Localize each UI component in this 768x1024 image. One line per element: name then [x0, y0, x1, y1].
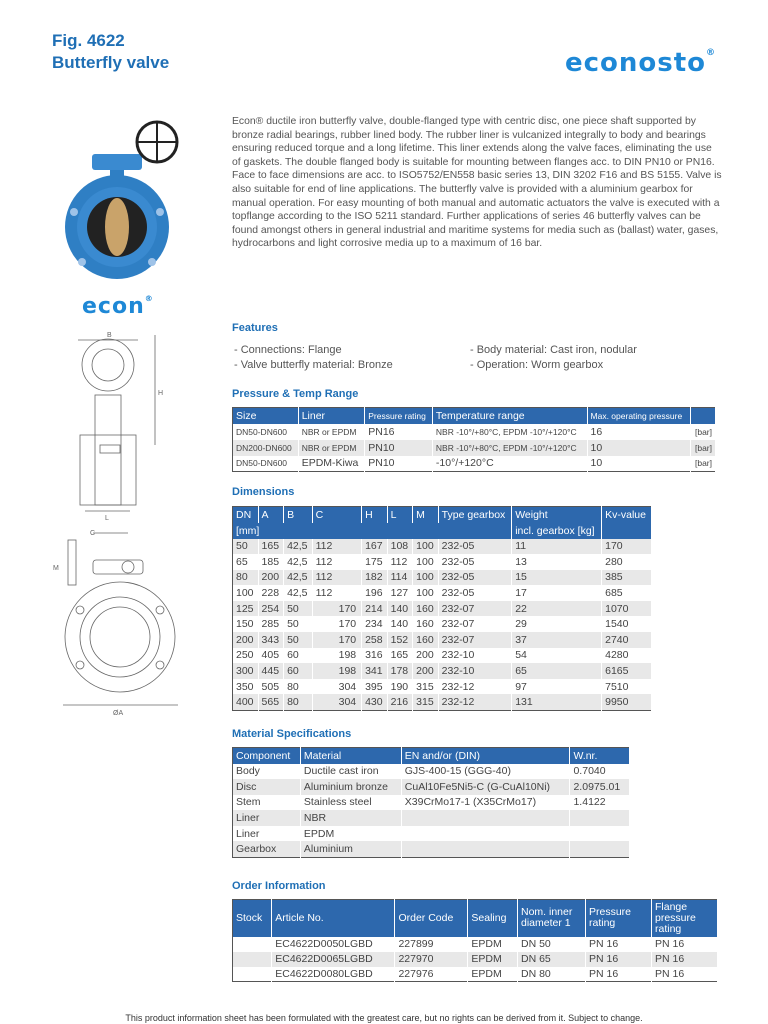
table-cell: 80: [284, 694, 313, 710]
table-cell: -10°/+120°C: [432, 456, 587, 472]
table-cell: 430: [362, 694, 388, 710]
column-header: C: [312, 507, 361, 523]
table-cell: 170: [312, 632, 361, 648]
table-cell: 16: [587, 424, 690, 440]
table-row: [233, 440, 716, 456]
table-cell: 2740: [602, 632, 652, 648]
table-row: [233, 937, 718, 952]
table-row: [233, 841, 630, 857]
table-cell: 160: [413, 616, 439, 632]
dim-label-c: C: [90, 530, 96, 537]
table-cell: 232-05: [438, 554, 512, 570]
table-cell: Disc: [233, 779, 301, 795]
table-cell: [bar]: [690, 424, 715, 440]
column-header: Sealing: [468, 900, 518, 937]
table-cell: 65: [512, 663, 602, 679]
dim-label-a: ØA: [113, 710, 124, 717]
table-cell: Stem: [233, 795, 301, 811]
table-row: [233, 826, 630, 842]
column-header: Weight: [512, 507, 602, 523]
table-row: [233, 616, 652, 632]
table-cell: 198: [312, 648, 361, 664]
table-cell: [570, 810, 630, 826]
table-cell: PN 16: [652, 952, 718, 967]
table-cell: 100: [413, 539, 439, 555]
column-subheader: incl. gearbox [kg]: [512, 523, 602, 539]
table-cell: PN16: [365, 424, 433, 440]
column-header: Component: [233, 748, 301, 764]
table-cell: Liner: [233, 826, 301, 842]
feature-item: - Valve butterfly material: Bronze: [234, 359, 393, 371]
table-cell: 343: [258, 632, 284, 648]
table-cell: [bar]: [690, 456, 715, 472]
table-cell: 258: [362, 632, 388, 648]
table-cell: 4280: [602, 648, 652, 664]
table-cell: GJS-400-15 (GGG-40): [401, 764, 570, 780]
table-cell: [570, 841, 630, 857]
table-cell: Body: [233, 764, 301, 780]
table-cell: 341: [362, 663, 388, 679]
econ-logo: econ®: [82, 294, 154, 319]
dim-label-b: B: [107, 332, 112, 339]
table-cell: 300: [233, 663, 259, 679]
table-subheader-row: [233, 523, 652, 539]
brand-logo: econosto®: [564, 48, 716, 78]
table-cell: 170: [312, 601, 361, 617]
table-cell: 150: [233, 616, 259, 632]
column-header: Flange pressure rating: [652, 900, 718, 937]
features-title: Features: [232, 322, 278, 334]
column-header: L: [387, 507, 413, 523]
table-cell: 234: [362, 616, 388, 632]
column-header: Max. operating pressure: [587, 408, 690, 424]
table-cell: 232-07: [438, 616, 512, 632]
table-row: [233, 456, 716, 472]
column-header: B: [284, 507, 313, 523]
feature-item: - Operation: Worm gearbox: [470, 359, 604, 371]
table-cell: Liner: [233, 810, 301, 826]
table-cell: 232-12: [438, 679, 512, 695]
table-cell: 165: [258, 539, 284, 555]
table-row: [233, 570, 652, 586]
table-cell: 42,5: [284, 554, 313, 570]
material-title: Material Specifications: [232, 728, 352, 740]
table-cell: 254: [258, 601, 284, 617]
table-cell: PN 16: [586, 952, 652, 967]
column-header: Kv-value: [602, 507, 652, 523]
table-header-row: [233, 507, 652, 523]
table-cell: 114: [387, 570, 413, 586]
column-header: Pressure rating: [365, 408, 433, 424]
table-row: [233, 779, 630, 795]
product-description: Econ® ductile iron butterfly valve, double-flanged type with centric disc, one piece shaft supported by bronze radial bearings, rubber lined body. The rubber liner is vulcanized integrally to body and bearings ensuring reduced torque and a long lifetime. This liner extends along the valve faces, eliminating the use of gaskets. The double flanged body is suitable for mounting between flanges acc. to DIN PN10 or PN16. Face to face dimensions are acc. to ISO5752/EN558 basic series 13, DIN 3202 F16 and BS 5155. Valve is also suitable for end of line applications. The butterfly valve is provided with a aluminium gearbox for manual operation. For easy mounting of both manual and automatic actuators the valve is executed with a topflange according to the ISO 5211 standard. Further applications of series 46 butterfly valves can be found amongst others in general industrial and maritime systems for media such as (ballast) water, gases, hydrocarbons and light corrosive media up to a maximum of 16 bar.: [232, 116, 722, 250]
table-cell: 50: [233, 539, 259, 555]
table-cell: Ductile cast iron: [300, 764, 401, 780]
table-cell: Stainless steel: [300, 795, 401, 811]
table-cell: [bar]: [690, 440, 715, 456]
column-header: Nom. inner diameter 1: [518, 900, 586, 937]
table-cell: NBR or EPDM: [298, 440, 365, 456]
column-header: Size: [233, 408, 299, 424]
table-cell: X39CrMo17-1 (X35CrMo17): [401, 795, 570, 811]
table-cell: 9950: [602, 694, 652, 710]
table-cell: 60: [284, 663, 313, 679]
table-row: [233, 648, 652, 664]
table-cell: 170: [312, 616, 361, 632]
figure-number: Fig. 4622: [52, 31, 125, 50]
table-cell: [233, 937, 272, 952]
table-row: [233, 810, 630, 826]
table-cell: 196: [362, 585, 388, 601]
table-cell: 112: [312, 585, 361, 601]
table-cell: 1.4122: [570, 795, 630, 811]
table-cell: 232-05: [438, 585, 512, 601]
table-cell: NBR -10°/+80°C, EPDM -10°/+120°C: [432, 424, 587, 440]
table-cell: 395: [362, 679, 388, 695]
table-cell: 1540: [602, 616, 652, 632]
table-cell: 385: [602, 570, 652, 586]
table-cell: 65: [233, 554, 259, 570]
table-cell: 7510: [602, 679, 652, 695]
dim-label-l: L: [105, 515, 109, 522]
features-list-right: [470, 343, 637, 373]
table-cell: 565: [258, 694, 284, 710]
feature-item: - Body material: Cast iron, nodular: [470, 344, 637, 356]
disclaimer-footer: This product information sheet has been formulated with the greatest care, but no rights can be derived from it. Subject to change.: [125, 1013, 643, 1023]
table-cell: 50: [284, 632, 313, 648]
table-cell: 182: [362, 570, 388, 586]
column-header: Material: [300, 748, 401, 764]
column-header: H: [362, 507, 388, 523]
table-cell: 178: [387, 663, 413, 679]
column-subheader: [602, 523, 652, 539]
econ-logo-text: econ: [82, 294, 145, 319]
table-cell: [233, 952, 272, 967]
table-cell: 42,5: [284, 570, 313, 586]
table-cell: 1070: [602, 601, 652, 617]
table-cell: 80: [284, 679, 313, 695]
table-row: [233, 663, 652, 679]
column-subheader: [mm]: [233, 523, 512, 539]
column-header: Order Code: [395, 900, 468, 937]
table-cell: 140: [387, 601, 413, 617]
table-cell: 131: [512, 694, 602, 710]
table-cell: 315: [413, 694, 439, 710]
table-cell: 152: [387, 632, 413, 648]
table-cell: [401, 826, 570, 842]
table-cell: 200: [413, 648, 439, 664]
material-table: [232, 747, 630, 858]
column-header: EN and/or (DIN): [401, 748, 570, 764]
table-cell: 228: [258, 585, 284, 601]
pressure-title: Pressure & Temp Range: [232, 388, 359, 400]
features-list-left: [234, 343, 393, 373]
table-cell: PN 16: [586, 967, 652, 982]
table-cell: DN 50: [518, 937, 586, 952]
table-cell: 17: [512, 585, 602, 601]
table-cell: EC4622D0050LGBD: [272, 937, 395, 952]
table-header-row: [233, 900, 718, 937]
order-title: Order Information: [232, 880, 326, 892]
table-cell: 232-05: [438, 539, 512, 555]
column-header: M: [413, 507, 439, 523]
page-title: [52, 30, 169, 74]
table-cell: 214: [362, 601, 388, 617]
table-cell: 112: [312, 554, 361, 570]
table-cell: 175: [362, 554, 388, 570]
table-cell: 198: [312, 663, 361, 679]
table-cell: EPDM: [468, 967, 518, 982]
table-cell: 112: [312, 539, 361, 555]
table-cell: 190: [387, 679, 413, 695]
table-cell: 232-07: [438, 632, 512, 648]
dim-label-m: M: [53, 565, 59, 572]
table-cell: PN 16: [586, 937, 652, 952]
dimensions-table: [232, 506, 652, 711]
table-row: [233, 694, 652, 710]
table-row: [233, 554, 652, 570]
technical-drawing-front: [48, 525, 188, 720]
column-header: Type gearbox: [438, 507, 512, 523]
table-cell: 685: [602, 585, 652, 601]
table-cell: 42,5: [284, 539, 313, 555]
table-cell: 6165: [602, 663, 652, 679]
table-cell: 60: [284, 648, 313, 664]
feature-item: - Connections: Flange: [234, 344, 342, 356]
table-cell: 100: [413, 585, 439, 601]
dimensions-title: Dimensions: [232, 486, 295, 498]
table-cell: 350: [233, 679, 259, 695]
table-cell: 304: [312, 694, 361, 710]
column-header: Pressure rating: [586, 900, 652, 937]
material-table-body: [233, 764, 630, 858]
column-header: W.nr.: [570, 748, 630, 764]
table-cell: 216: [387, 694, 413, 710]
table-cell: CuAl10Fe5Ni5-C (G-CuAl10Ni): [401, 779, 570, 795]
table-cell: 304: [312, 679, 361, 695]
product-name: Butterfly valve: [52, 53, 170, 72]
table-cell: 0.7040: [570, 764, 630, 780]
table-cell: 232-05: [438, 570, 512, 586]
table-cell: 127: [387, 585, 413, 601]
column-header: Temperature range: [432, 408, 587, 424]
table-cell: 100: [233, 585, 259, 601]
product-photo: [52, 112, 187, 282]
table-cell: 200: [413, 663, 439, 679]
table-cell: PN10: [365, 440, 433, 456]
table-cell: 29: [512, 616, 602, 632]
table-cell: NBR -10°/+80°C, EPDM -10°/+120°C: [432, 440, 587, 456]
table-row: [233, 679, 652, 695]
brand-logo-text: econosto: [564, 48, 706, 78]
table-cell: 400: [233, 694, 259, 710]
table-cell: 200: [233, 632, 259, 648]
table-cell: 160: [413, 632, 439, 648]
table-cell: 200: [258, 570, 284, 586]
table-row: [233, 952, 718, 967]
table-cell: 22: [512, 601, 602, 617]
dim-label-h: H: [158, 390, 164, 397]
table-cell: 54: [512, 648, 602, 664]
table-row: [233, 967, 718, 982]
table-cell: Aluminium bronze: [300, 779, 401, 795]
table-cell: 13: [512, 554, 602, 570]
table-cell: [233, 967, 272, 982]
table-row: [233, 764, 630, 780]
table-cell: DN50-DN600: [233, 456, 299, 472]
table-cell: 167: [362, 539, 388, 555]
table-row: [233, 795, 630, 811]
table-cell: 170: [602, 539, 652, 555]
table-cell: 285: [258, 616, 284, 632]
table-cell: 15: [512, 570, 602, 586]
table-cell: 140: [387, 616, 413, 632]
table-cell: PN 16: [652, 967, 718, 982]
table-cell: 232-10: [438, 648, 512, 664]
table-cell: EPDM-Kiwa: [298, 456, 365, 472]
table-cell: 80: [233, 570, 259, 586]
table-cell: [570, 826, 630, 842]
table-row: [233, 424, 716, 440]
table-cell: EPDM: [468, 937, 518, 952]
table-cell: 10: [587, 440, 690, 456]
table-cell: DN 65: [518, 952, 586, 967]
table-cell: 315: [413, 679, 439, 695]
table-cell: 50: [284, 601, 313, 617]
table-cell: DN 80: [518, 967, 586, 982]
table-cell: [401, 841, 570, 857]
table-header-row: [233, 748, 630, 764]
table-cell: 185: [258, 554, 284, 570]
order-table: [232, 899, 718, 982]
table-cell: DN50-DN600: [233, 424, 299, 440]
table-cell: 160: [413, 601, 439, 617]
column-header: Liner: [298, 408, 365, 424]
table-row: [233, 632, 652, 648]
table-cell: 108: [387, 539, 413, 555]
dimensions-table-body: [233, 539, 652, 711]
table-cell: 316: [362, 648, 388, 664]
column-header: Stock: [233, 900, 272, 937]
table-cell: 445: [258, 663, 284, 679]
table-cell: 165: [387, 648, 413, 664]
column-header: Article No.: [272, 900, 395, 937]
table-cell: 100: [413, 570, 439, 586]
table-cell: 227976: [395, 967, 468, 982]
table-row: [233, 539, 652, 555]
table-cell: DN200-DN600: [233, 440, 299, 456]
table-cell: NBR: [300, 810, 401, 826]
table-cell: 232-12: [438, 694, 512, 710]
table-cell: 2.0975.01: [570, 779, 630, 795]
pressure-table: [232, 407, 716, 472]
table-cell: 42,5: [284, 585, 313, 601]
table-row: [233, 585, 652, 601]
table-cell: 232-07: [438, 601, 512, 617]
table-cell: 232-10: [438, 663, 512, 679]
table-cell: 280: [602, 554, 652, 570]
column-header: [690, 408, 715, 424]
table-cell: 227970: [395, 952, 468, 967]
technical-drawing-side: [50, 325, 185, 525]
table-cell: 97: [512, 679, 602, 695]
table-cell: 250: [233, 648, 259, 664]
table-cell: 100: [413, 554, 439, 570]
table-cell: 405: [258, 648, 284, 664]
table-cell: Gearbox: [233, 841, 301, 857]
table-cell: 10: [587, 456, 690, 472]
table-cell: PN 16: [652, 937, 718, 952]
table-cell: 37: [512, 632, 602, 648]
column-header: A: [258, 507, 284, 523]
table-cell: 125: [233, 601, 259, 617]
column-header: DN: [233, 507, 259, 523]
order-table-body: [233, 937, 718, 982]
table-row: [233, 601, 652, 617]
table-header-row: [233, 408, 716, 424]
table-cell: EPDM: [468, 952, 518, 967]
table-cell: 112: [312, 570, 361, 586]
table-cell: 50: [284, 616, 313, 632]
table-cell: 227899: [395, 937, 468, 952]
table-cell: 505: [258, 679, 284, 695]
table-cell: EC4622D0065LGBD: [272, 952, 395, 967]
table-cell: 112: [387, 554, 413, 570]
table-cell: 11: [512, 539, 602, 555]
table-cell: NBR or EPDM: [298, 424, 365, 440]
table-cell: PN10: [365, 456, 433, 472]
table-cell: [401, 810, 570, 826]
table-cell: Aluminium: [300, 841, 401, 857]
table-cell: EPDM: [300, 826, 401, 842]
table-cell: EC4622D0080LGBD: [272, 967, 395, 982]
